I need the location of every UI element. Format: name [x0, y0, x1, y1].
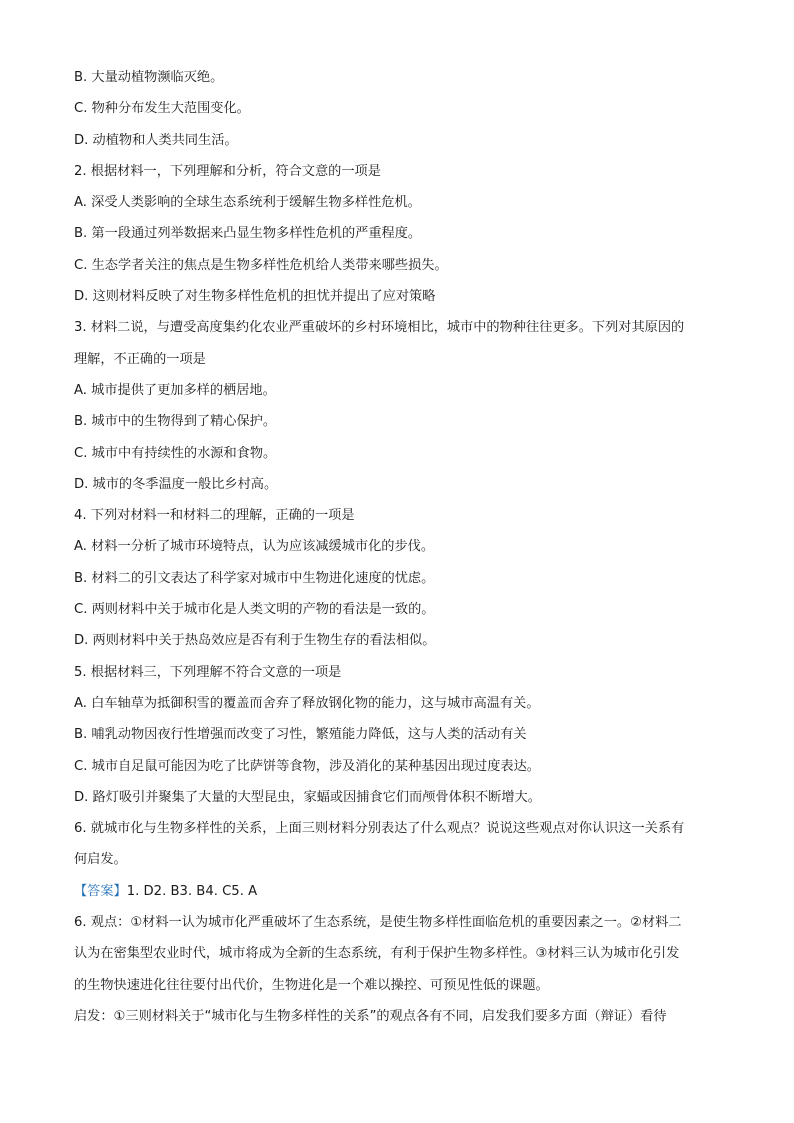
q2-option-a: A. 深受人类影响的全球生态系统利于缓解生物多样性危机。	[74, 195, 421, 211]
q3-stem-line-2: 理解，不正确的一项是	[74, 351, 206, 367]
q5-option-c: C. 城市自足鼠可能因为吃了比萨饼等食物，涉及消化的某种基因出现过度表达。	[74, 758, 540, 774]
q6-stem-line-1: 6. 就城市化与生物多样性的关系，上面三则材料分别表达了什么观点？说说这些观点对你认识这一关系有	[74, 821, 685, 837]
answer6-line-1: 6. 观点：①材料一认为城市化严重破坏了生态系统，是使生物多样性面临危机的重要因素之一。②材料二	[74, 915, 682, 931]
q1-option-c: C. 物种分布发生大范围变化。	[74, 101, 250, 117]
q2-option-b: B. 第一段通过列举数据来凸显生物多样性危机的严重程度。	[74, 226, 422, 242]
answer6-line-4: 启发：①三则材料关于“城市化与生物多样性的关系”的观点各有不同，启发我们要多方面（辩证）看待	[74, 1008, 667, 1024]
answer-line	[74, 876, 726, 907]
q3-option-b: B. 城市中的生物得到了精心保护。	[74, 414, 277, 430]
q5-option-a: A. 白车轴草为抵御积雪的覆盖而舍弃了释放钢化物的能力，这与城市高温有关。	[74, 695, 540, 711]
q5-option-b: B. 哺乳动物因夜行性增强而改变了习性，繁殖能力降低，这与人类的活动有关	[74, 727, 527, 743]
q2-option-c: C. 生态学者关注的焦点是生物多样性危机给人类带来哪些损失。	[74, 257, 448, 273]
q4-option-b: B. 材料二的引文表达了科学家对城市中生物进化速度的忧虑。	[74, 570, 435, 586]
q3-stem-line-1: 3. 材料二说，与遭受高度集约化农业严重破坏的乡村环境相比，城市中的物种往往更多。下列对其原因的	[74, 320, 685, 336]
answer-tag: 【答案】	[74, 883, 127, 899]
q4-option-d: D. 两则材料中关于热岛效应是否有利于生物生存的看法相似。	[74, 633, 436, 649]
q5-stem: 5. 根据材料三，下列理解不符合文意的一项是	[74, 664, 342, 680]
answer6-line-3: 的生物快速进化往往要付出代价，生物进化是一个难以操控、可预见性低的课题。	[74, 977, 549, 993]
q1-option-b: B. 大量动植物濒临灭绝。	[74, 70, 224, 85]
q1-option-d: D. 动植物和人类共同生活。	[74, 132, 238, 148]
q4-option-a: A. 材料一分析了城市环境特点，认为应该减缓城市化的步伐。	[74, 539, 435, 555]
q4-option-c: C. 两则材料中关于城市化是人类文明的产物的看法是一致的。	[74, 602, 435, 618]
q2-option-d: D. 这则材料反映了对生物多样性危机的担忧并提出了应对策略	[74, 289, 436, 305]
q6-stem-line-2: 何启发。	[74, 852, 127, 868]
question-content	[74, 62, 726, 1032]
q2-stem: 2. 根据材料一，下列理解和分析，符合文意的一项是	[74, 163, 381, 179]
q5-option-d: D. 路灯吸引并聚集了大量的大型昆虫，家蝠或因捕食它们而颅骨体积不断增大。	[74, 789, 541, 805]
q3-option-a: A. 城市提供了更加多样的栖居地。	[74, 382, 276, 398]
answer6-line-2: 认为在密集型农业时代，城市将成为全新的生态系统，有利于保护生物多样性。③材料三认为城市化引发	[74, 946, 680, 962]
answer-text: 1. D2. B3. B4. C5. A	[126, 883, 258, 899]
q3-option-c: C. 城市中有持续性的水源和食物。	[74, 445, 277, 461]
q4-stem: 4. 下列对材料一和材料二的理解，正确的一项是	[74, 508, 355, 524]
q3-option-d: D. 城市的冬季温度一般比乡村高。	[74, 476, 278, 492]
